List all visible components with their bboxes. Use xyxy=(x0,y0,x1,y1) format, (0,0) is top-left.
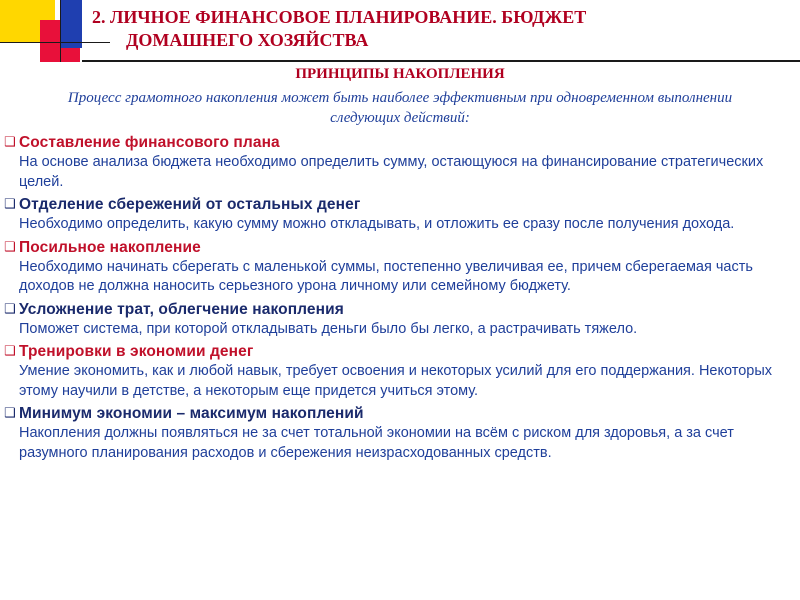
list-item-heading xyxy=(4,133,794,153)
list-item-heading xyxy=(4,300,794,320)
list-item xyxy=(4,300,794,340)
list-item-body: Необходимо начинать сберегать с маленькой суммы, постепенно увеличивая ее, причем сберегаемая часть доходов не должна наносить серьезного урона личному или семейному бюджету. xyxy=(19,258,753,294)
hollow-square-bullet-icon: ❑ xyxy=(4,239,16,255)
list-item xyxy=(4,342,794,401)
list-item-heading xyxy=(4,404,794,424)
decor-blue-block xyxy=(60,0,82,48)
list-item-body: Умение экономить, как и любой навык, требует освоения и некоторых усилий для его поддержания. Некоторых этому научили в детстве, а некоторым еще придется учиться этому. xyxy=(19,363,773,399)
section-intro: Процесс грамотного накопления может быть наиболее эффективным при одновременном выполнении следующих действий: xyxy=(67,90,733,126)
list-item-body: На основе анализа бюджета необходимо определить сумму, остающуюся на финансирование стратегических целей. xyxy=(19,154,764,190)
hollow-square-bullet-icon: ❑ xyxy=(4,301,16,317)
page-title xyxy=(92,6,586,52)
section-heading: ПРИНЦИПЫ НАКОПЛЕНИЯ xyxy=(295,66,505,82)
hollow-square-bullet-icon: ❑ xyxy=(4,197,16,212)
list-item-heading-text: Отделение сбережений от остальных денег xyxy=(19,196,361,213)
list-item-body: Накопления должны появляться не за счет тотальной экономии на всём с риском для здоровья, а за счет разумного планирования расходов и сбережения неизрасходованных средств. xyxy=(19,425,734,461)
page-title-line1: 2. ЛИЧНОЕ ФИНАНСОВОЕ ПЛАНИРОВАНИЕ. БЮДЖЕТ xyxy=(92,7,587,27)
decor-vertical-line xyxy=(60,0,61,62)
title-underline xyxy=(82,60,800,62)
list-item-heading-text: Тренировки в экономии денег xyxy=(19,343,254,360)
list-item-heading-text: Минимум экономии – максимум накоплений xyxy=(19,405,364,422)
list-item xyxy=(4,195,794,235)
list-item-heading-text: Посильное накопление xyxy=(19,238,201,256)
list-item xyxy=(4,238,794,297)
list-item xyxy=(4,404,794,463)
list-item-heading xyxy=(4,195,794,215)
list-item xyxy=(4,133,794,192)
hollow-square-bullet-icon: ❑ xyxy=(4,135,16,150)
list-item-body: Необходимо определить, какую сумму можно откладывать, и отложить ее сразу после получения дохода. xyxy=(19,216,735,232)
principles-list xyxy=(4,133,794,466)
list-item-heading xyxy=(4,238,794,258)
list-item-heading-text: Усложнение трат, облегчение накопления xyxy=(19,300,344,318)
hollow-square-bullet-icon: ❑ xyxy=(4,344,16,359)
list-item-heading xyxy=(4,342,794,362)
hollow-square-bullet-icon: ❑ xyxy=(4,406,16,421)
list-item-body: Поможет система, при которой откладывать деньги было бы легко, а растрачивать тяжело. xyxy=(19,320,638,337)
page-title-line2: ДОМАШНЕГО ХОЗЯЙСТВА xyxy=(126,30,369,50)
list-item-heading-text: Составление финансового плана xyxy=(19,134,280,151)
